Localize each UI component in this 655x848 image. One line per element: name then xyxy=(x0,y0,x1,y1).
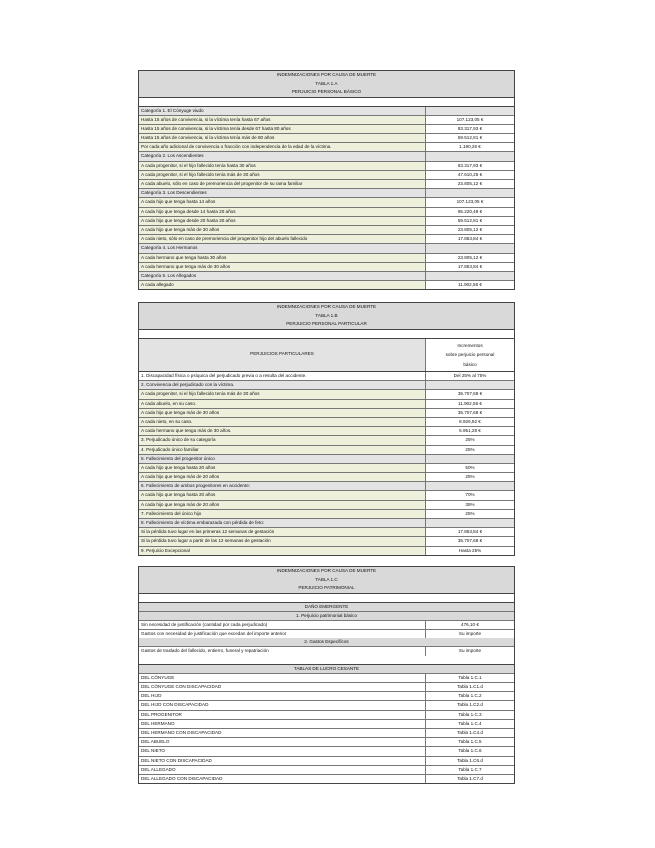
row-label: A cada abuelo, sólo en caso de premoriencia del progenitor de su rama familiar xyxy=(139,180,426,188)
row-label: A cada abuelo, en su caso. xyxy=(139,400,426,408)
table-row xyxy=(139,143,514,152)
table-row xyxy=(139,427,514,436)
row-value: Tabla 1.C.7 xyxy=(426,766,514,774)
table-row xyxy=(139,390,514,399)
table-row xyxy=(139,134,514,143)
row-value: Su importe xyxy=(426,647,514,655)
table-row xyxy=(139,171,514,180)
row-label: Hasta 15 años de convivencia, si la víctima tenía más de 80 años xyxy=(139,134,426,142)
row-value: Del 25% al 75% xyxy=(426,372,514,380)
row-value: 17.853,84 € xyxy=(426,235,514,243)
row-value xyxy=(426,272,514,280)
row-label: DEL ALLEGADO CON DISCAPACIDAD xyxy=(139,775,426,783)
row-value: Tabla 1.C.5 xyxy=(426,738,514,746)
row-value: 59.512,81 € xyxy=(426,134,514,142)
row-value: 17.853,84 € xyxy=(426,528,514,536)
row-label: 6. Fallecimiento de ambos progenitores en accidente: xyxy=(139,482,426,490)
row-label: A cada hermano que tenga más de 30 años xyxy=(139,263,426,271)
row-value: 35% xyxy=(426,501,514,509)
lucro-cesante-title: TABLAS DE LUCRO CESANTE xyxy=(139,665,514,674)
row-value: Tabla 1.C.6 xyxy=(426,747,514,755)
row-label: Categoría 2. Los Ascendientes xyxy=(139,152,426,160)
row-label: Categoría 1. El Cónyuge viudo xyxy=(139,107,426,115)
row-label: DEL HERMANO xyxy=(139,720,426,728)
table-row xyxy=(139,501,514,510)
row-value xyxy=(426,482,514,490)
table-1a-subtitle: TABLA 1.A xyxy=(315,80,338,86)
table-row xyxy=(139,720,514,729)
table-row xyxy=(139,775,514,783)
row-label: 8. Fallecimiento de víctima embarazada con pérdida de feto: xyxy=(139,519,426,527)
table-1a-rows xyxy=(139,107,514,290)
table-row xyxy=(139,537,514,546)
row-value: Tabla 1.C.2 xyxy=(426,692,514,700)
row-value xyxy=(426,244,514,252)
table-1c-heading: PERJUICIO PATRIMONIAL xyxy=(298,585,355,590)
row-label: A cada hermano que tenga más de 30 años. xyxy=(139,427,426,435)
row-value: 5.951,28 € xyxy=(426,427,514,435)
row-value xyxy=(426,381,514,389)
row-label: Categoría 5. Los Allegados xyxy=(139,272,426,280)
table-1c-rows-basic xyxy=(139,621,514,638)
col-incrementos-line: sobre perjuicio personal xyxy=(445,352,495,357)
table-row xyxy=(139,400,514,409)
dano-emergente-title: DAÑO EMERGENTE xyxy=(139,603,514,612)
table-row xyxy=(139,446,514,455)
table-1b-title: INDEMNIZACIONES POR CAUSA DE MUERTE xyxy=(276,304,377,309)
row-label: 3. Perjudicado único de su categoría xyxy=(139,436,426,444)
row-label: Por cada año adicional de convivencia o fracción con independencia de la edad de la víctima. xyxy=(139,143,426,151)
row-label: A cada progenitor, si el hijo fallecido tenía más de 30 años xyxy=(139,171,426,179)
table-row xyxy=(139,519,514,528)
row-label: A cada hijo que tenga desde 20 hasta 30 años xyxy=(139,217,426,225)
row-label: 9. Perjuicio Excepcional xyxy=(139,547,426,555)
row-label: A cada nieto, sólo en caso de premoriencia del progenitor hijo del abuelo fallecido xyxy=(139,235,426,243)
spacer xyxy=(139,656,514,665)
row-value xyxy=(426,519,514,527)
table-1a-title: INDEMNIZACIONES POR CAUSA DE MUERTE xyxy=(276,72,377,77)
table-row xyxy=(139,180,514,189)
table-row xyxy=(139,418,514,427)
col-incrementos xyxy=(426,339,514,372)
row-label: 5. Fallecimiento del progenitor único xyxy=(139,455,426,463)
row-value: 25% xyxy=(426,510,514,518)
table-row xyxy=(139,208,514,217)
table-row xyxy=(139,235,514,244)
row-value: 70% xyxy=(426,491,514,499)
row-label: A cada hijo que tenga desde 14 hasta 20 años xyxy=(139,208,426,216)
table-1c xyxy=(138,566,515,784)
table-row xyxy=(139,621,514,630)
table-1a xyxy=(138,70,515,290)
table-row xyxy=(139,482,514,491)
table-row xyxy=(139,226,514,235)
table-1b-heading: PERJUICIO PERSONAL PARTICULAR xyxy=(286,321,367,326)
row-value: 11.902,56 € xyxy=(426,400,514,408)
row-value: Su importe xyxy=(426,630,514,638)
row-label: DEL PROGENITOR xyxy=(139,711,426,719)
table-row xyxy=(139,692,514,701)
spacer xyxy=(139,330,514,339)
row-label: 7. Fallecimiento del único hijo xyxy=(139,510,426,518)
table-row xyxy=(139,125,514,134)
table-row xyxy=(139,766,514,775)
row-label: DEL CÓNYUGE xyxy=(139,674,426,682)
col-perjuicios: PERJUICIOS PARTICULARES xyxy=(139,339,426,372)
spacer xyxy=(139,98,514,107)
row-label: A cada hijo que tenga más de 20 años xyxy=(139,473,426,481)
row-value: 35.707,68 € xyxy=(426,537,514,545)
row-value: Tabla 1.C7.d xyxy=(426,775,514,783)
row-label: DEL NIETO xyxy=(139,747,426,755)
table-row xyxy=(139,738,514,747)
row-label: A cada progenitor, si el hijo fallecido tenía hasta 30 años xyxy=(139,162,426,170)
row-label: DEL HIJO CON DISCAPACIDAD xyxy=(139,701,426,709)
row-label: 1. Discapacidad física o psíquica del perjudicado previa o a resulta del accidente. xyxy=(139,372,426,380)
table-row xyxy=(139,263,514,272)
row-value: 107.123,05 € xyxy=(426,116,514,124)
row-label: A cada hermano que tenga hasta 30 años xyxy=(139,254,426,262)
table-row xyxy=(139,107,514,116)
row-label: A cada hijo que tenga hasta 20 años xyxy=(139,491,426,499)
table-row xyxy=(139,747,514,756)
table-1b xyxy=(138,302,515,556)
perjuicio-basico-subtitle: 1. Perjuicio patrimonial básico xyxy=(139,612,514,621)
row-value: 25% xyxy=(426,436,514,444)
row-value xyxy=(426,107,514,115)
row-label: A cada hijo que tenga más de 30 años xyxy=(139,226,426,234)
table-row xyxy=(139,547,514,555)
row-label: A cada nieto, en su caso. xyxy=(139,418,426,426)
table-row xyxy=(139,630,514,638)
row-value: 83.317,93 € xyxy=(426,162,514,170)
row-value xyxy=(426,455,514,463)
table-row xyxy=(139,281,514,289)
row-label: Gastos con necesidad de justificación que excedan del importe anterior xyxy=(139,630,426,638)
table-1c-rows-lucro xyxy=(139,674,514,783)
row-label: Categoría 3. Los Descendientes xyxy=(139,189,426,197)
table-1c-title: INDEMNIZACIONES POR CAUSA DE MUERTE xyxy=(276,568,377,573)
table-1b-rows xyxy=(139,372,514,555)
table-row xyxy=(139,116,514,125)
row-value xyxy=(426,152,514,160)
table-row xyxy=(139,244,514,253)
row-label: Gastos de traslado del fallecido, entierro, funeral y repatriación xyxy=(139,647,426,655)
row-value xyxy=(426,189,514,197)
gastos-especificos-subtitle: 2. Gastos Específicos xyxy=(139,638,514,647)
row-value: 23.805,12 € xyxy=(426,254,514,262)
table-1a-header xyxy=(139,71,514,98)
table-row xyxy=(139,510,514,519)
table-row xyxy=(139,162,514,171)
table-row xyxy=(139,473,514,482)
row-label: 4. Perjudicado único familiar xyxy=(139,446,426,454)
table-row xyxy=(139,711,514,720)
row-label: DEL HIJO xyxy=(139,692,426,700)
table-row xyxy=(139,729,514,738)
row-label: A cada allegado xyxy=(139,281,426,289)
col-incrementos-line: básico xyxy=(463,361,477,367)
table-row xyxy=(139,409,514,418)
row-label: Sin necesidad de justificación (cantidad por cada perjudicado) xyxy=(139,621,426,629)
row-value: 11.902,56 € xyxy=(426,281,514,289)
row-label: Hasta 15 años de convivencia, si la víctima tenía hasta 67 años xyxy=(139,116,426,124)
table-1c-subtitle: TABLA 1.C xyxy=(315,576,338,582)
table-row xyxy=(139,491,514,500)
row-label: A cada hijo que tenga hasta 20 años xyxy=(139,464,426,472)
row-value: 476,10 € xyxy=(426,621,514,629)
row-label: Si la pérdida tuvo lugar en las primeras 12 semanas de gestación xyxy=(139,528,426,536)
table-row xyxy=(139,198,514,207)
table-1b-header xyxy=(139,303,514,330)
row-label: DEL CÓNYUGE CON DISCAPACIDAD xyxy=(139,683,426,691)
table-1c-header xyxy=(139,567,514,594)
row-label: Hasta 15 años de convivencia, si la víctima tenía desde 67 hasta 80 años xyxy=(139,125,426,133)
row-value: 23.805,12 € xyxy=(426,226,514,234)
table-row xyxy=(139,683,514,692)
row-label: Categoría 4. Los Hermanos xyxy=(139,244,426,252)
table-row xyxy=(139,217,514,226)
row-value: 59.512,81 € xyxy=(426,217,514,225)
table-row xyxy=(139,757,514,766)
row-value: 17.853,84 € xyxy=(426,263,514,271)
row-value: Tabla 1.C.4 xyxy=(426,720,514,728)
table-1c-rows-gastos xyxy=(139,647,514,655)
table-1a-heading: PERJUICIO PERSONAL BÁSICO xyxy=(291,89,362,94)
row-label: A cada hijo que tenga hasta 14 años xyxy=(139,198,426,206)
table-row xyxy=(139,254,514,263)
row-value: Hasta 25% xyxy=(426,547,514,555)
row-label: DEL ALLEGADO xyxy=(139,766,426,774)
row-value: 23.805,12 € xyxy=(426,180,514,188)
row-label: A cada progenitor, si el hijo fallecido tenía más de 30 años xyxy=(139,390,426,398)
row-label: DEL NIETO CON DISCAPACIDAD xyxy=(139,757,426,765)
row-value: Tabla 1.C6.d xyxy=(426,757,514,765)
row-value: 95.220,49 € xyxy=(426,208,514,216)
table-1b-subtitle: TABLA 1.B xyxy=(315,312,338,318)
row-label: Si la pérdida tuvo lugar a partir de las 12 semanas de gestación xyxy=(139,537,426,545)
row-value: 35.707,68 € xyxy=(426,390,514,398)
row-value: 35.707,68 € xyxy=(426,409,514,417)
table-row xyxy=(139,436,514,445)
row-label: DEL ABUELO xyxy=(139,738,426,746)
row-value: 50% xyxy=(426,464,514,472)
table-row xyxy=(139,701,514,710)
col-incrementos-line: Incrementos xyxy=(457,342,483,348)
row-value: 107.123,05 € xyxy=(426,198,514,206)
row-value: Tabla 1.C2.d xyxy=(426,701,514,709)
row-value: 8.926,92 € xyxy=(426,418,514,426)
row-label: A cada hijo que tenga más de 20 años xyxy=(139,501,426,509)
table-row xyxy=(139,464,514,473)
row-value: 25% xyxy=(426,473,514,481)
row-value: Tabla 1.C1.d xyxy=(426,683,514,691)
row-label: DEL HERMANO CON DISCAPACIDAD xyxy=(139,729,426,737)
row-value: 25% xyxy=(426,446,514,454)
table-row xyxy=(139,528,514,537)
row-value: Tabla 1.C4.d xyxy=(426,729,514,737)
row-label: 2. Convivencia del perjudicado con la víctima. xyxy=(139,381,426,389)
table-row xyxy=(139,647,514,655)
row-value: 83.317,93 € xyxy=(426,125,514,133)
row-value: 47.610,25 € xyxy=(426,171,514,179)
table-row xyxy=(139,152,514,161)
row-value: 1.190,26 € xyxy=(426,143,514,151)
table-row xyxy=(139,674,514,683)
row-value: Tabla 1.C.3 xyxy=(426,711,514,719)
table-row xyxy=(139,455,514,464)
table-row xyxy=(139,381,514,390)
row-label: A cada hijo que tenga más de 30 años xyxy=(139,409,426,417)
row-value: Tabla 1.C.1 xyxy=(426,674,514,682)
table-1b-column-header xyxy=(139,339,514,373)
table-row xyxy=(139,372,514,381)
spacer xyxy=(139,594,514,603)
table-row xyxy=(139,189,514,198)
table-row xyxy=(139,272,514,281)
